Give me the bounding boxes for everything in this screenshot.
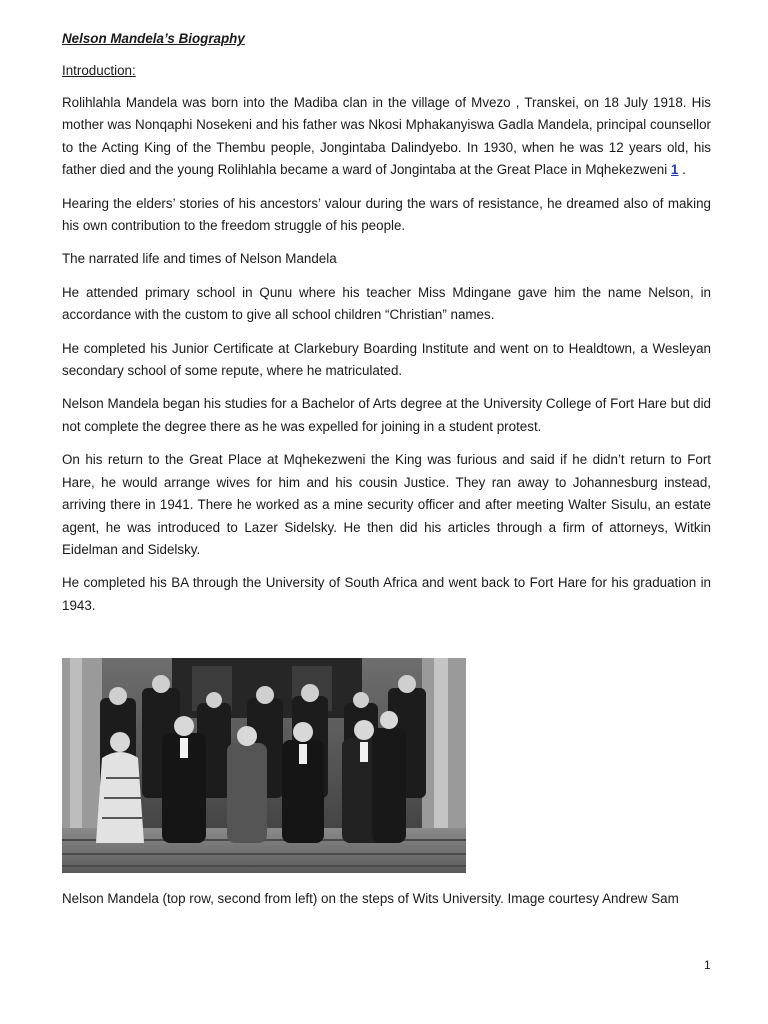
page-number: 1	[704, 958, 711, 972]
document-body	[62, 28, 711, 628]
section-heading-introduction: Introduction:	[62, 63, 136, 78]
paragraph-graduation: He completed his BA through the University of South Africa and went back to Fort Hare for his graduation in 1943.	[62, 575, 711, 613]
paragraph-johannesburg: On his return to the Great Place at Mqhekezweni the King was furious and said if he didn’t return to Fort Hare, he would arrange wives for him and his cousin Justice. They ran away to Johannesburg instead, arriving there in 1941. There he worked as a mine security officer and after meeting Walter Sisulu, an estate agent, he was introduced to Lazer Sidelsky. He then did his articles through a firm of attorneys, Witkin Eidelman and Sidelsky.	[62, 452, 711, 557]
photo-caption: Nelson Mandela (top row, second from left) on the steps of Wits University. Image courtesy Andrew Sam	[62, 891, 679, 906]
group-photo	[62, 658, 466, 873]
paragraph-fort-hare: Nelson Mandela began his studies for a Bachelor of Arts degree at the University College of Fort Hare but did not complete the degree there as he was expelled for joining in a student protest.	[62, 396, 711, 434]
paragraph-elders: Hearing the elders’ stories of his ancestors’ valour during the wars of resistance, he dreamed also of making his own contribution to the freedom struggle of his people.	[62, 195, 711, 234]
paragraph-birth-text: Rolihlahla Mandela was born into the Madiba clan in the village of Mvezo , Transkei, on 18 July 1918. His mother was Nonqaphi Nosekeni and his father was Nkosi Mphakanyiswa Gadla Mandela, principal counsellor to the Acting King of the Thembu people, Jongintaba Dalindyebo. In 1930, when he was 12 years old, his father died and the young Rolihlahla became a ward of Jongintaba at the Great Place in Mqhekezweni	[62, 95, 711, 178]
footnote-link[interactable]: 1	[670, 162, 679, 178]
paragraph-narrated: The narrated life and times of Nelson Mandela	[62, 251, 337, 267]
paragraph-birth	[62, 92, 711, 182]
paragraph-primary-school: He attended primary school in Qunu where his teacher Miss Mdingane gave him the name Nelson, in accordance with the custom to give all school children “Christian” names.	[62, 284, 711, 323]
paragraph-junior-certificate: He completed his Junior Certificate at Clarkebury Boarding Institute and went on to Healdtown, a Wesleyan secondary school of some repute, where he matriculated.	[62, 340, 711, 379]
paragraph-birth-end: .	[678, 162, 686, 178]
document-title: Nelson Mandela’s Biography	[62, 31, 245, 46]
group-photo-image	[62, 658, 466, 873]
